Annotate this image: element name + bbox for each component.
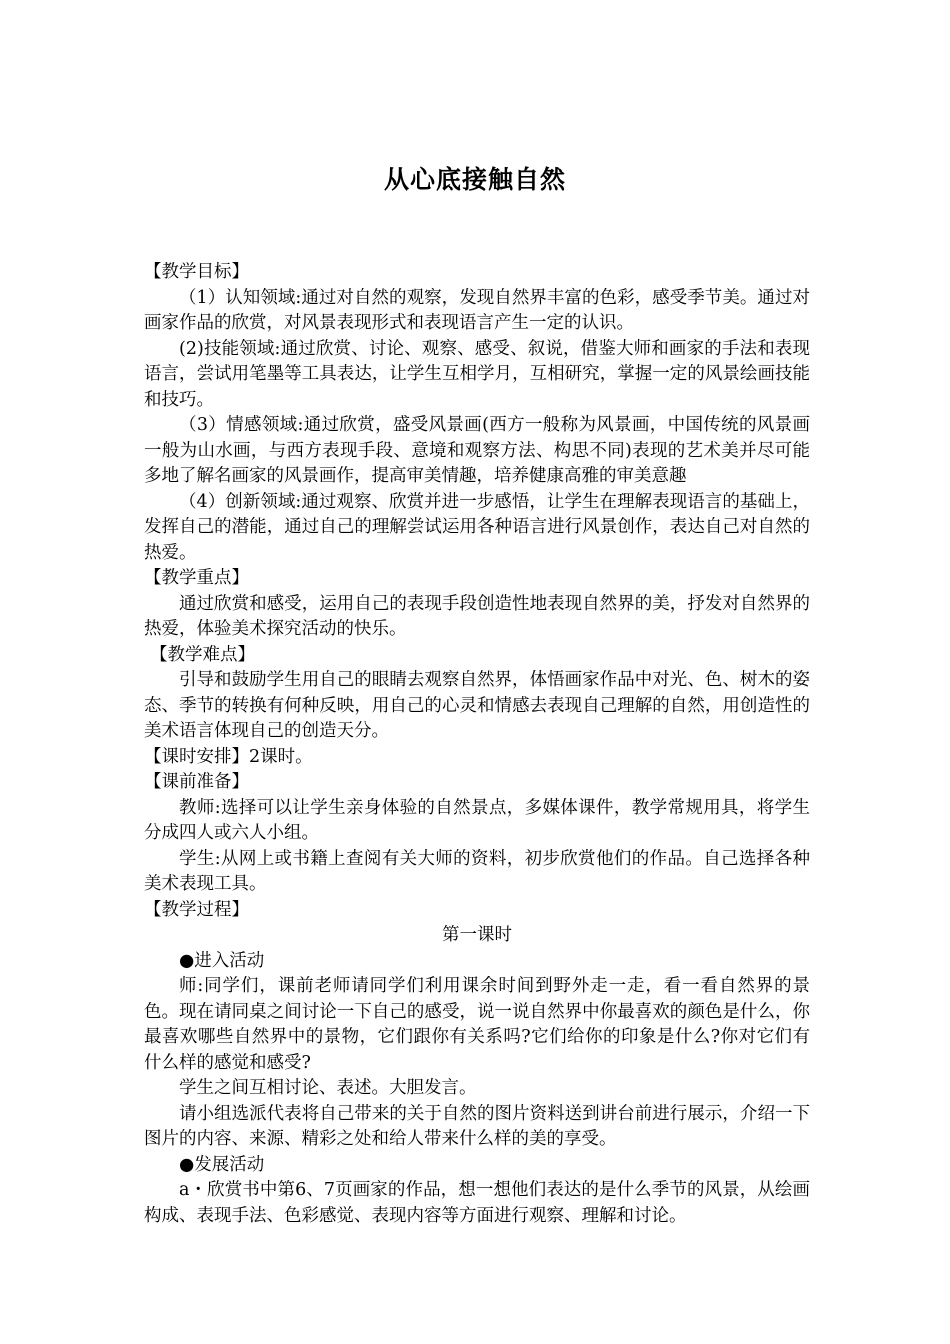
section-heading-process: 【教学过程】 [144, 899, 249, 920]
paragraph-skill-domain: (2)技能领域:通过欣赏、讨论、观察、感受、叙说，借鉴大师和画家的手法和表现语言，尝试用笔墨等工具表达，让学生互相学月，互相研究，掌握一定的风景绘画技能和技巧。 [144, 338, 810, 410]
paragraph-student-preparation: 学生:从网上或书籍上查阅有关大师的资料，初步欣赏他们的作品。自己选择各种美术表现工具。 [144, 848, 810, 894]
document-body [144, 260, 810, 1229]
section-heading-preparation: 【课前准备】 [144, 772, 249, 792]
paragraph-emotional-domain: （3）情感领域:通过欣赏，盛受风景画(西方一般称为风景画，中国传统的风景画一般为山水画，与西方表现手段、意境和观察方法、构思不同)表现的艺术美并尽可能多地了解名画家的风景画作，提高审美情趣，培养健康高雅的审美意趣 [144, 415, 810, 486]
section-heading-difficulties: 【教学难点】 [150, 644, 255, 665]
section-heading-objectives: 【教学目标】 [144, 262, 249, 282]
activity-heading-development: ●发展活动 [179, 1154, 265, 1175]
document-title: 从心底接触自然 [383, 165, 566, 194]
paragraph-teacher-preparation: 教师:选择可以让学生亲身体验的自然景点，多媒体课件，教学常规用具，将学生分成四人或六人小组。 [144, 797, 810, 843]
paragraph-group-presentation: 请小组选派代表将自己带来的关于自然的图片资料送到讲台前进行展示，介绍一下图片的内容、来源、精彩之处和给人带来什么样的美的享受。 [144, 1103, 810, 1149]
paragraph-appreciation: a・欣赏书中第6、7页画家的作品，想一想他们表达的是什么季节的风景，从绘画构成、表现手法、色彩感觉、表现内容等方面进行观察、理解和讨论。 [144, 1180, 810, 1226]
lesson-heading-first: 第一课时 [442, 925, 512, 945]
paragraph-difficulties: 引导和鼓励学生用自己的眼睛去观察自然界，体悟画家作品中对光、色、树木的姿态、季节的转换有何种反映，用自己的心灵和情感去表现自己理解的自然，用创造性的美术语言体现自己的创造天分。 [144, 670, 810, 741]
paragraph-teacher-speech: 师:同学们，课前老师请同学们利用课余时间到野外走一走，看一看自然界的景色。现在请同桌之间讨论一下自己的感受，说一说自然界中你最喜欢的颜色是什么，你最喜欢哪些自然界中的景物，它们跟你有关系吗?它们给你的印象是什么?你对它们有什么样的感觉和感受? [144, 976, 810, 1073]
activity-heading-entry: ●进入活动 [179, 950, 265, 971]
paragraph-key-points: 通过欣赏和感受，运用自己的表现手段创造性地表现自然界的美，抒发对自然界的热爱，体验美术探究活动的快乐。 [144, 593, 810, 639]
paragraph-student-discussion: 学生之间互相讨论、表述。大胆发言。 [179, 1078, 477, 1098]
section-heading-schedule: 【课时安排】2课时。 [144, 746, 313, 767]
section-heading-key-points: 【教学重点】 [144, 568, 249, 588]
paragraph-cognitive-domain: （1）认知领域:通过对自然的观察，发现自然界丰富的色彩，感受季节美。通过对画家作品的欣赏，对风景表现形式和表现语言产生一定的认识。 [144, 287, 810, 333]
paragraph-creative-domain: （4）创新领域:通过观察、欣赏并进一步感悟，让学生在理解表现语言的基础上，发挥自己的潜能，通过自己的理解尝试运用各种语言进行风景创作，表达自己对自然的热爱。 [144, 491, 810, 563]
